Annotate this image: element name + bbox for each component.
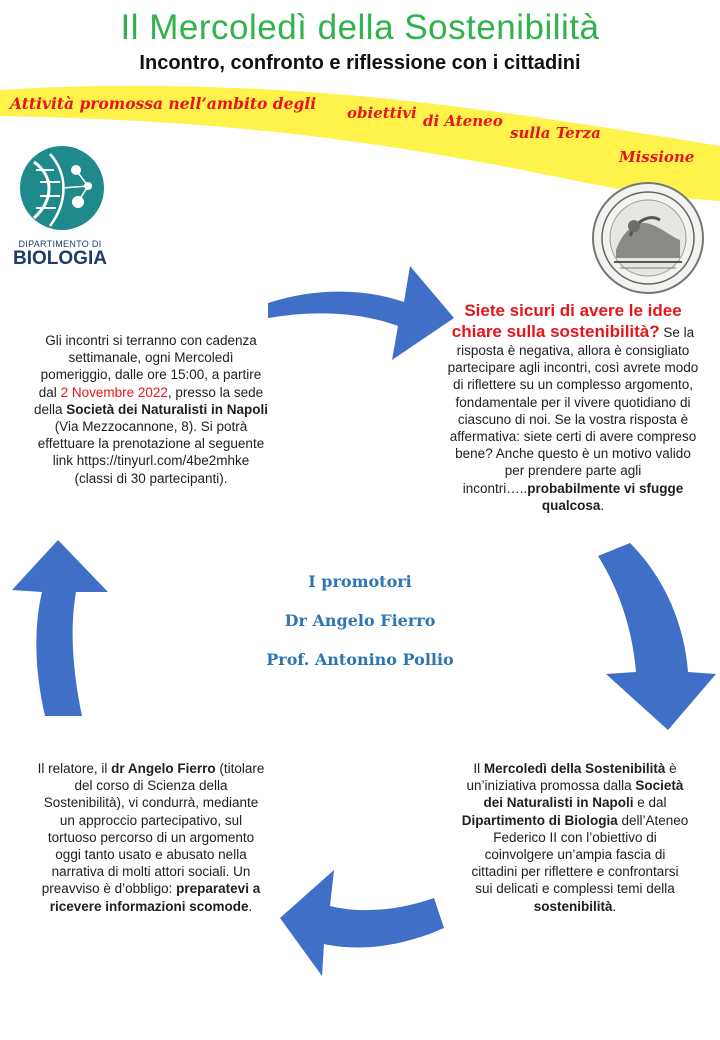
arrow-left-icon [12,540,108,716]
schedule-line-5: della Società dei Naturalisti in Napoli [33,401,269,417]
question-line-6: fondamentale per il vivere quotidiano di [455,394,691,410]
arrow-right-icon [598,543,716,730]
initiative-line-3: dei Naturalisti in Napoli e dal [483,795,667,811]
ribbon-text-4: sulla Terza [510,124,601,142]
question-line-5: di riflettere su un complesso argomento, [452,377,694,393]
start-date: 2 Novembre 2022 [60,384,168,400]
initiative-text [436,760,714,915]
initiative-line-4: Dipartimento di Biologia dell’Ateneo [461,812,689,828]
speaker-line-8: preavviso è d’obbligo: preparatevi a [41,881,261,897]
question-line-9: bene? Anche questo è un motivo valido [455,446,691,462]
initiative-line-9: sostenibilità. [533,898,617,914]
initiative-line-1: Il Mercoledì della Sostenibilità è [473,761,677,776]
speaker-line-3: Sostenibilità), vi condurrà, mediante [43,795,259,811]
schedule-line-9: (classi di 30 partecipanti). [74,470,228,486]
question-line-7: ciascuno di noi. Se la vostra risposta è [457,411,689,427]
question-line-12: qualcosa. [541,497,605,513]
question-headline-1: Siete sicuri di avere le idee [464,301,682,320]
booking-link[interactable]: link https://tinyurl.com/4be2mhke [52,453,250,469]
venue-name: Società dei Naturalisti in Napoli [66,401,269,417]
page-title: Il Mercoledì della Sostenibilità [120,8,600,47]
schedule-line-4: dal 2 Novembre 2022, presso la sede [38,384,264,400]
page-subtitle: Incontro, confronto e riflessione con i cittadini [139,52,581,74]
promoters-heading: I promotori [308,572,412,591]
schedule-line-6: (Via Mezzocannone, 8). Si potrà [54,419,248,435]
speaker-line-5: tortuoso percorso di un argomento [47,829,255,845]
initiative-line-7: cittadini per riflettere e confrontarsi [471,864,679,880]
ribbon-text-3: di Ateneo [423,112,503,130]
schedule-line-3: pomeriggio, dalle ore 15:00, a partire [40,367,262,383]
question-line-2: chiare sulla sostenibilità? Se la [451,322,695,341]
schedule-line-7: effettuare la prenotazione al seguente [37,436,265,452]
ribbon-text-5: Missione [619,148,695,166]
initiative-line-2: un’iniziativa promossa dalla Società [466,778,684,794]
speaker-line-7: narrativa di molti attori sociali. Un [51,864,251,880]
schedule-line-1: Gli incontri si terranno con cadenza [45,333,257,348]
promoter-2: Prof. Antonino Pollio [266,650,454,669]
speaker-line-6: oggi tanto usato e abusato nella [55,847,247,863]
schedule-line-2: settimanale, ogni Mercoledì [68,350,234,366]
question-line-8: affermativa: siete certi di avere compreso [449,429,697,445]
speaker-text [10,760,292,915]
speaker-line-1: Il relatore, il dr Angelo Fierro (titolare [37,761,265,776]
speaker-line-4: un approccio partecipativo, sul [59,812,243,828]
question-line-10: per prendere parte agli [504,463,642,479]
ribbon-text-2: obiettivi [347,104,417,122]
question-text [432,300,714,514]
initiative-line-6: coinvolgere un’ampia fascia di [484,847,666,863]
logo-line-1: DIPARTIMENTO DI [18,239,102,249]
initiative-line-8: sui delicati e complessi temi della [475,881,675,897]
question-line-3: risposta è negativa, allora è consigliato [456,343,690,358]
question-line-4: partecipare agli incontri, così avrete modo [447,360,699,376]
arrow-top-icon [268,266,454,360]
initiative-line-5: Federico II con l’obiettivo di [493,829,657,845]
arrow-bottom-icon [280,870,444,976]
speaker-line-9: ricevere informazioni scomode. [49,898,253,914]
logo-line-2: BIOLOGIA [13,248,107,269]
promoter-1: Dr Angelo Fierro [284,611,436,630]
speaker-name: dr Angelo Fierro [111,761,216,776]
question-line-11: incontri…..probabilmente vi sfugge [462,480,684,496]
ribbon-text-1: Attività promossa nell’ambito degli [10,94,317,113]
schedule-text [10,332,292,487]
speaker-line-2: del corso di Scienza della [74,778,228,794]
